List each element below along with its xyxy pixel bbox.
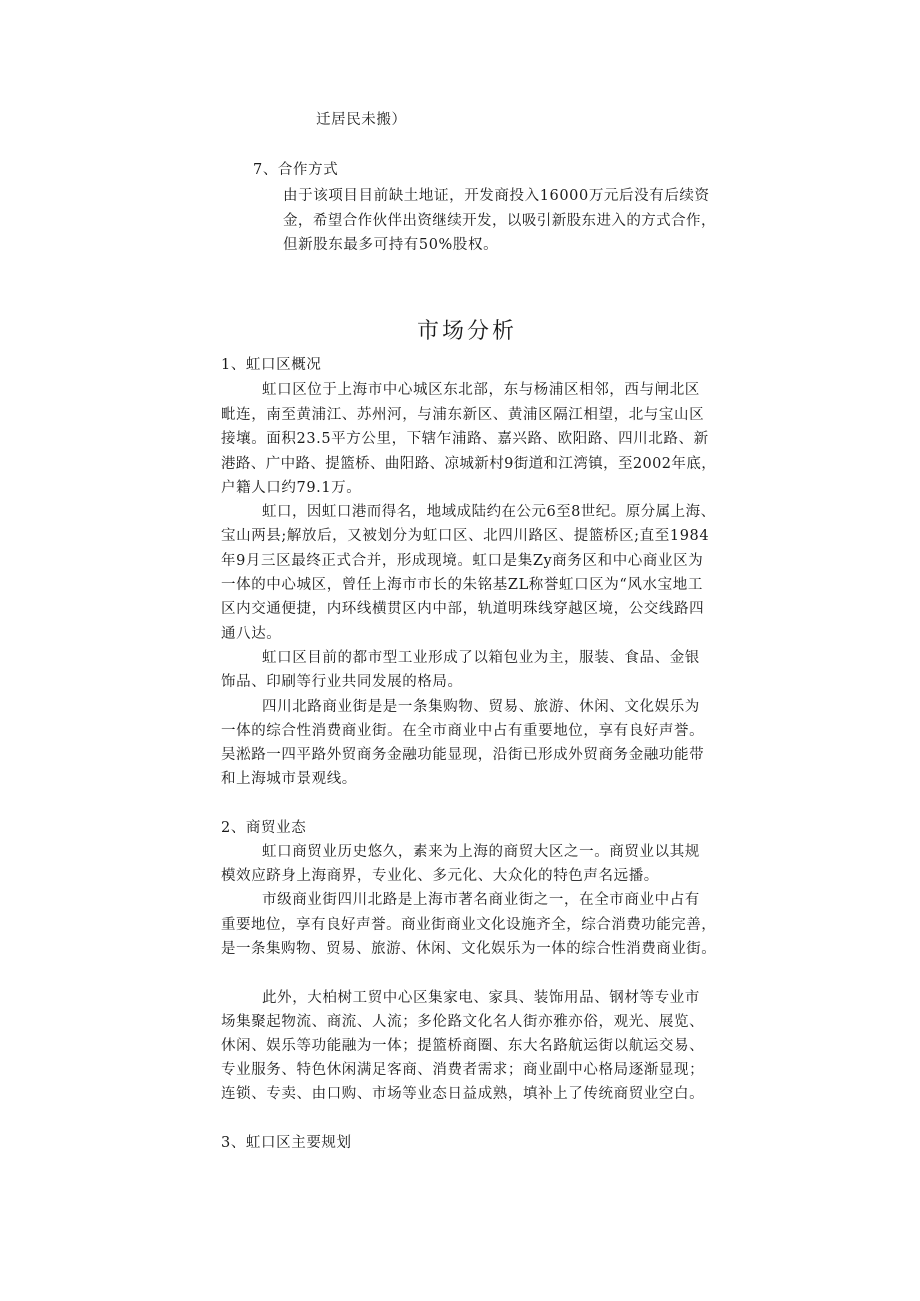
top-fragment-line: 迁居民未搬） xyxy=(316,112,407,128)
cooperation-line: 金，希望合作伙伴出资继续开发，以吸引新股东进入的方式合作， xyxy=(283,213,716,229)
overview-line: 年9月三区最终正式合并，形成现境。虹口是集Zy商务区和中心商业区为 xyxy=(221,553,704,569)
commerce-line: 连锁、专卖、由口购、市场等业态日益成熟，填补上了传统商贸业空白。 xyxy=(221,1086,705,1102)
cooperation-heading: 7、合作方式 xyxy=(253,162,339,178)
overview-line: 毗连，南至黄浦江、苏州河，与浦东新区、黄浦区隔江相望，北与宝山区 xyxy=(221,407,705,423)
overview-line: 虹口区目前的都市型工业形成了以箱包业为主，服装、食品、金银 xyxy=(262,650,700,666)
commerce-line: 模效应跻身上海商界，专业化、多元化、大众化的特色声名远播。 xyxy=(221,868,659,884)
overview-line: 虹口区位于上海市中心城区东北部，东与杨浦区相邻，西与闸北区 xyxy=(262,382,700,398)
overview-line: 接壤。面积23.5平方公里，下辖乍浦路、嘉兴路、欧阳路、四川北路、新 xyxy=(221,431,709,447)
commerce-line: 市级商业街四川北路是上海市著名商业街之一，在全市商业中占有 xyxy=(262,892,700,908)
planning-heading: 3、虹口区主要规划 xyxy=(221,1135,352,1151)
commerce-line: 重要地位，享有良好声誉。商业街商业文化设施齐全，综合消费功能完善， xyxy=(221,917,717,933)
overview-line: 通八达。 xyxy=(221,626,282,642)
commerce-line: 休闲、娱乐等功能融为一体；提篮桥商圈、东大名路航运街以航运交易、 xyxy=(221,1038,705,1054)
overview-line: 宝山两县;解放后，又被划分为虹口区、北四川路区、提篮桥区;直至1984 xyxy=(221,528,710,544)
commerce-line: 是一条集购物、贸易、旅游、休闲、文化娱乐为一体的综合性消费商业街。 xyxy=(221,941,717,957)
section-title: 市场分析 xyxy=(417,319,518,344)
cooperation-line: 由于该项目目前缺土地证，开发商投入16000万元后没有后续资 xyxy=(283,188,710,204)
overview-line: 和上海城市景观线。 xyxy=(221,771,357,787)
overview-line: 一体的中心城区，曾任上海市市长的朱铭基ZL称誉虹口区为“风水宝地工 xyxy=(221,577,703,593)
commerce-line: 此外，大柏树工贸中心区集家电、家具、装饰用品、钢材等专业市 xyxy=(262,990,700,1006)
overview-line: 港路、广中路、提篮桥、曲阳路、凉城新村9街道和江湾镇，至2002年底， xyxy=(221,456,717,472)
commerce-line: 虹口商贸业历史悠久，素来为上海的商贸大区之一。商贸业以其规 xyxy=(262,844,700,860)
cooperation-line: 但新股东最多可持有50%股权。 xyxy=(283,237,499,253)
overview-line: 四川北路商业街是是一条集购物、贸易、旅游、休闲、文化娱乐为 xyxy=(262,699,700,715)
commerce-heading: 2、商贸业态 xyxy=(221,820,307,836)
overview-line: 饰品、印刷等行业共同发展的格局。 xyxy=(221,674,463,690)
overview-line: 区内交通便捷，内环线横贯区内中部，轨道明珠线穿越区境，公交线路四 xyxy=(221,601,705,617)
overview-line: 虹口，因虹口港而得名，地域成陆约在公元6至8世纪。原分属上海、 xyxy=(262,504,716,520)
overview-line: 户籍人口约79.1万。 xyxy=(221,480,362,496)
overview-heading: 1、虹口区概况 xyxy=(221,357,322,373)
commerce-line: 专业服务、特色休闲满足客商、消费者需求；商业副中心格局逐渐显现； xyxy=(221,1062,705,1078)
overview-line: 一体的综合性消费商业街。在全市商业中占有重要地位，享有良好声誉。 xyxy=(221,723,705,739)
commerce-line: 场集聚起物流、商流、人流；多伦路文化名人街亦雅亦俗，观光、展览、 xyxy=(221,1014,705,1030)
overview-line: 吴淞路一四平路外贸商务金融功能显现，沿街已形成外贸商务金融功能带 xyxy=(221,747,705,763)
